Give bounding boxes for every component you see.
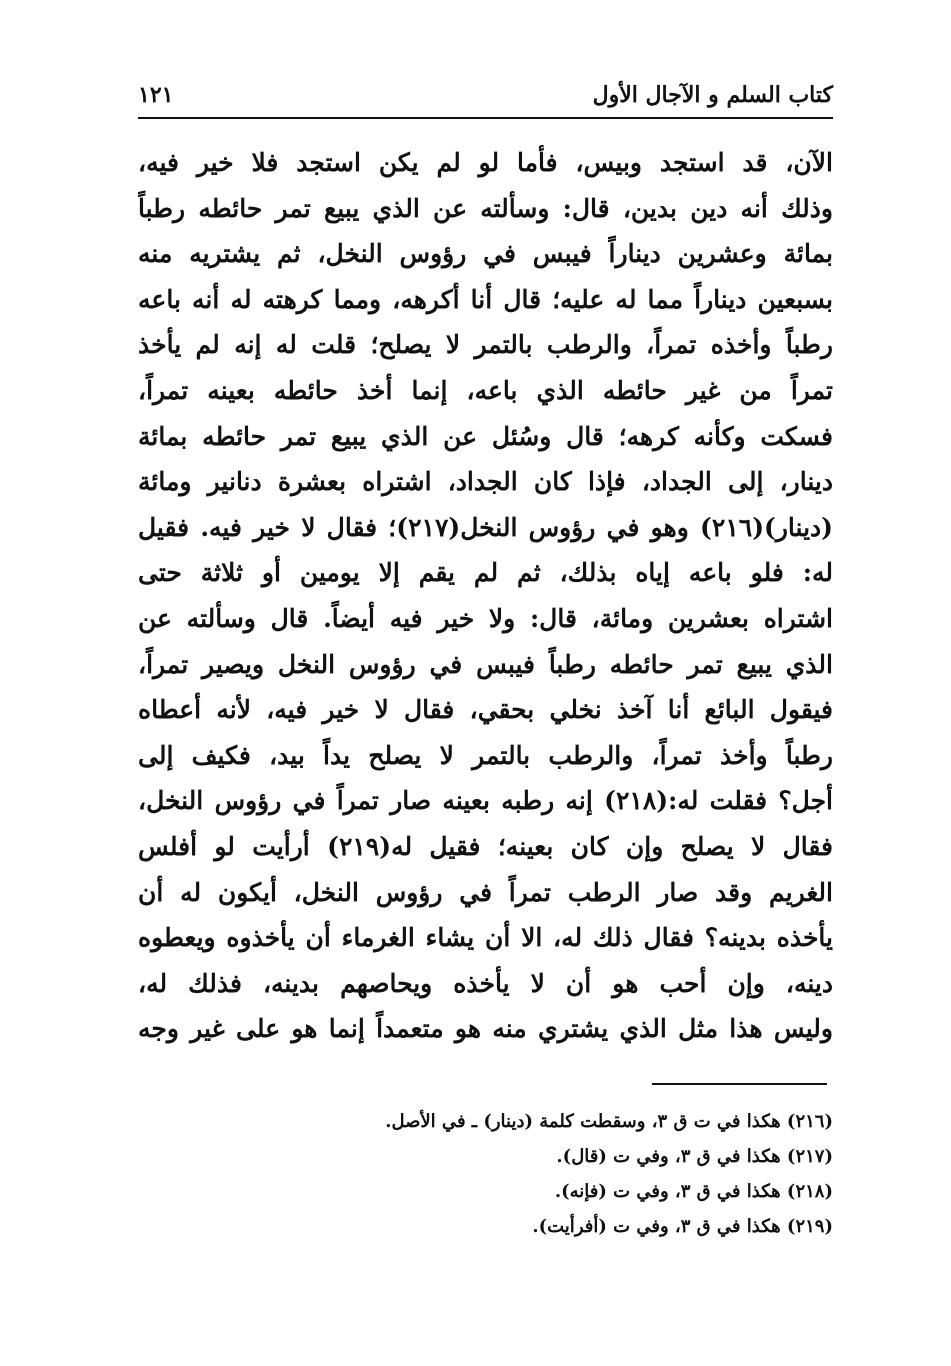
page-header xyxy=(138,82,833,118)
footnote-218: (٢١٨) هكذا في ق ٣، وفي ت (فإنه). xyxy=(554,1181,833,1202)
text-line: له: فلو باعه إياه بذلك، ثم لم يقم إلا يومين أو ثلاثة حتى xyxy=(138,558,833,588)
text-line: دينار، إلى الجداد، فإذا كان الجداد، اشتراه بعشرة دنانير ومائة xyxy=(138,467,833,497)
text-line: فقال لا يصلح وإن كان بعينه؛ فقيل له(٢١٩) أرأيت لو أفلس xyxy=(138,831,833,861)
running-title: كتاب السلم و الآجال الأول xyxy=(592,82,833,108)
footnote-217: (٢١٧) هكذا في ق ٣، وفي ت (قال). xyxy=(556,1146,833,1167)
footnotes xyxy=(300,1104,833,1244)
text-line: الغريم وقد صار الرطب تمراً في رؤوس النخل، أيكون له أن xyxy=(138,877,833,907)
text-line: دينه، وإن أحب هو أن لا يأخذه ويحاصهم بدينه، فذلك له، xyxy=(138,968,833,998)
footnote-219: (٢١٩) هكذا في ق ٣، وفي ت (أفرأيت). xyxy=(532,1216,833,1237)
text-line: رطباً وأخذ تمراً، والرطب بالتمر لا يصلح يداً بيد، فكيف إلى xyxy=(138,740,833,770)
header-rule xyxy=(138,117,833,119)
text-line: وذلك أنه دين بدين، قال: وسألته عن الذي يبيع تمر حائطه رطباً xyxy=(138,193,833,223)
text-line: تمراً من غير حائطه الذي باعه، إنما أخذ حائطه بعينه تمراً، xyxy=(138,375,833,405)
text-line: بمائة وعشرين ديناراً فيبس في رؤوس النخل، ثم يشتريه منه xyxy=(138,239,833,269)
text-line: الذي يبيع تمر حائطه رطباً فيبس في رؤوس النخل ويصير تمراً، xyxy=(138,649,833,679)
footnote-separator xyxy=(652,1083,827,1085)
text-line: بسبعين ديناراً مما له عليه؛ قال أنا أكرهه، ومما كرهته له أنه باعه xyxy=(138,284,833,314)
text-line: الآن، قد استجد وبيس، فأما لو لم يكن استجد فلا خير فيه، xyxy=(138,148,833,177)
main-text xyxy=(138,140,833,1052)
text-line: فيقول البائع أنا آخذ نخلي بحقي، فقال لا خير فيه، لأنه أعطاه xyxy=(138,695,833,725)
page-number: ١٢١ xyxy=(138,82,174,108)
text-line: (دينار)(٢١٦) وهو في رؤوس النخل(٢١٧)؛ فقال لا خير فيه. فقيل xyxy=(138,512,833,542)
text-line: رطباً وأخذه تمراً، والرطب بالتمر لا يصلح؛ قلت له إنه لم يأخذ xyxy=(138,330,833,360)
text-line: اشتراه بعشرين ومائة، قال: ولا خير فيه أيضاً. قال وسألته عن xyxy=(138,603,833,633)
text-line: أجل؟ فقلت له:(٢١٨) إنه رطبه بعينه صار تمراً في رؤوس النخل، xyxy=(138,786,833,816)
text-line: فسكت وكأنه كرهه؛ قال وسُئل عن الذي يبيع تمر حائطه بمائة xyxy=(138,421,833,451)
text-line: وليس هذا مثل الذي يشتري منه هو متعمداً إنما هو على غير وجه xyxy=(138,1014,833,1044)
footnote-216: (٢١٦) هكذا في ت ق ٣، وسقطت كلمة (دينار) ـ في الأصل. xyxy=(385,1111,833,1132)
text-line: يأخذه بدينه؟ فقال ذلك له، الا أن يشاء الغرماء أن يأخذوه ويعطوه xyxy=(138,923,833,953)
